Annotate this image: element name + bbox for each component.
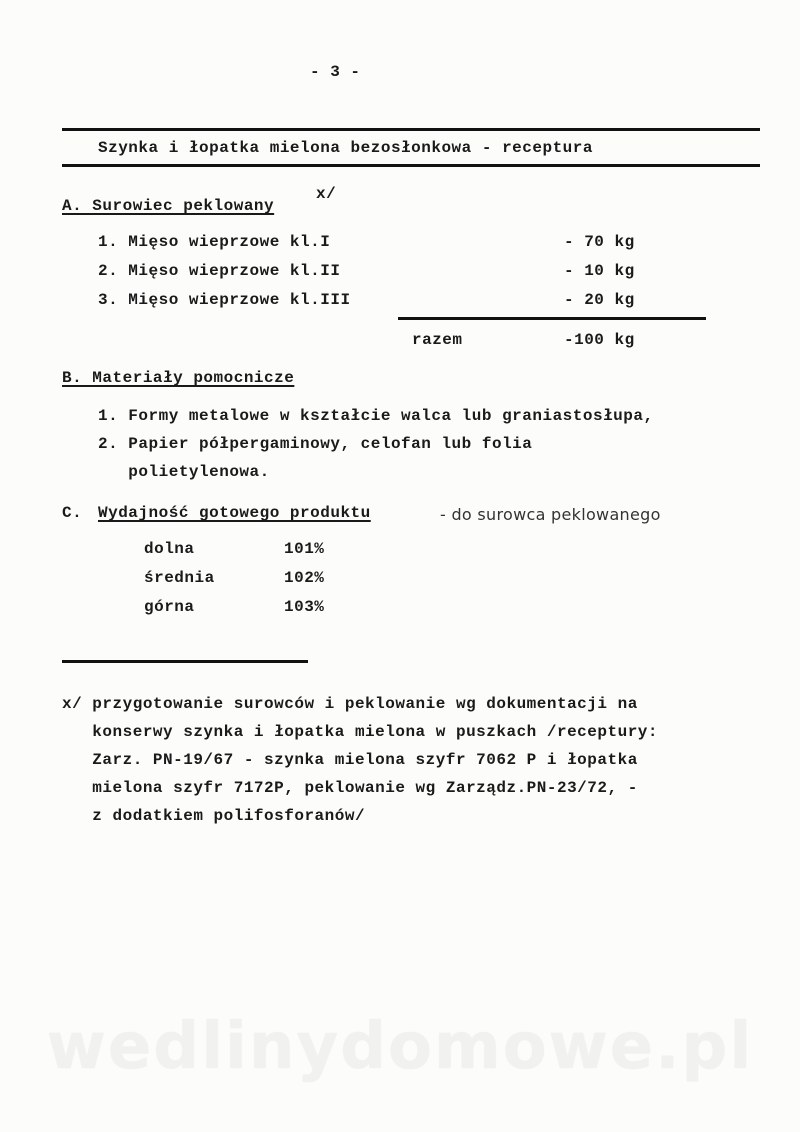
yield-label-low: dolna [144, 540, 195, 558]
footnote-marker: x/ [316, 185, 337, 203]
footnote-line-1: x/ przygotowanie surowców i peklowanie wg dokumentacji na [62, 695, 638, 713]
total-rule [398, 317, 706, 320]
footnote-line-3: Zarz. PN-19/67 - szynka mielona szyfr 7062 P i łopatka [62, 751, 638, 769]
section-c-heading: Wydajność gotowego produktu [98, 504, 371, 522]
yield-label-mid: średnia [144, 569, 215, 587]
total-amount: -100 kg [564, 331, 635, 349]
section-a-item-1: 1. Mięso wieprzowe kl.I [98, 233, 331, 251]
section-b-item-1: 1. Formy metalowe w kształcie walca lub graniastosłupa, [98, 407, 654, 425]
yield-value-low: 101% [284, 540, 325, 558]
watermark: wedlinydomowe.pl [46, 1010, 754, 1084]
section-a-item-2-amount: - 10 kg [564, 262, 635, 280]
title-rule-bottom [62, 164, 760, 167]
title-rule-top [62, 128, 760, 131]
footnote-separator [62, 660, 308, 663]
document-title: Szynka i łopatka mielona bezosłonkowa - receptura [98, 139, 593, 157]
section-b-heading: B. Materiały pomocnicze [62, 369, 295, 387]
page-number: - 3 - [310, 63, 361, 81]
footnote-line-5: z dodatkiem polifosforanów/ [62, 807, 366, 825]
total-label: razem [412, 331, 463, 349]
footnote-line-2: konserwy szynka i łopatka mielona w puszkach /receptury: [62, 723, 658, 741]
section-a-item-3: 3. Mięso wieprzowe kl.III [98, 291, 351, 309]
yield-value-high: 103% [284, 598, 325, 616]
yield-label-high: górna [144, 598, 195, 616]
section-a-item-2: 2. Mięso wieprzowe kl.II [98, 262, 341, 280]
footnote-line-4: mielona szyfr 7172P, peklowanie wg Zarządz.PN-23/72, - [62, 779, 638, 797]
yield-value-mid: 102% [284, 569, 325, 587]
section-a-item-1-amount: - 70 kg [564, 233, 635, 251]
section-b-item-2-cont: polietylenowa. [98, 463, 270, 481]
section-c-prefix: C. [62, 504, 83, 522]
section-a-item-3-amount: - 20 kg [564, 291, 635, 309]
section-a-heading: A. Surowiec peklowany [62, 197, 275, 215]
section-b-item-2: 2. Papier półpergaminowy, celofan lub folia [98, 435, 533, 453]
section-c-note: - do surowca peklowanego [440, 505, 661, 524]
